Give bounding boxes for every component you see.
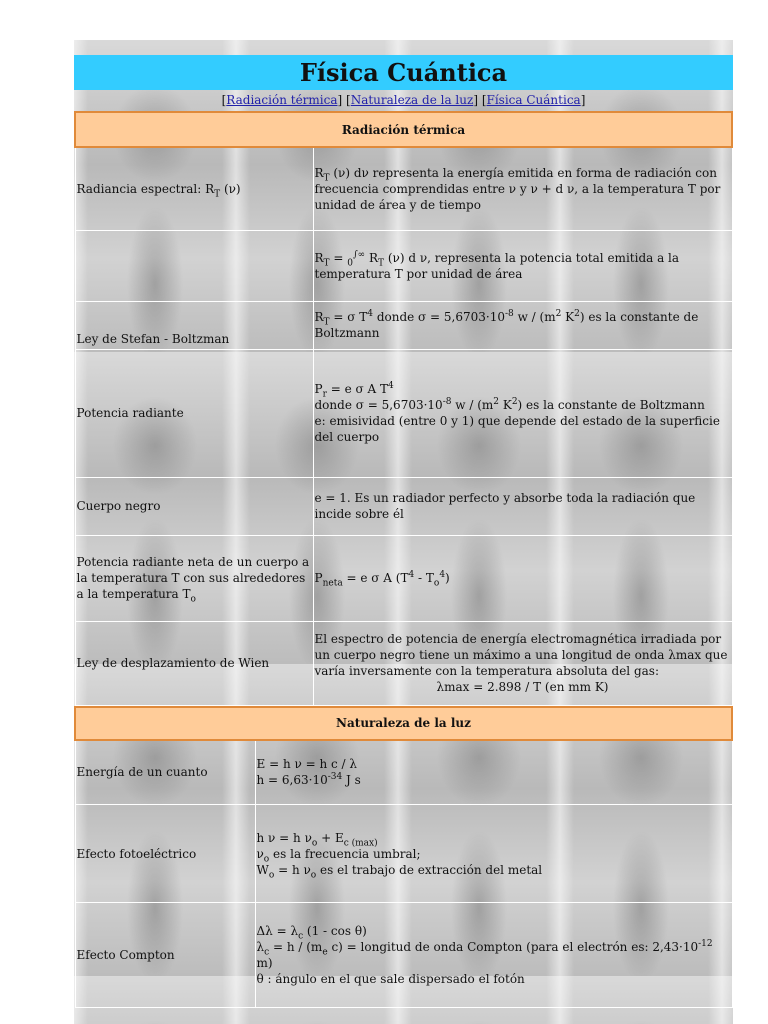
row-value: $R_T = \sigma$ $T^4$ donde $\sigma = 5,6703\cdot 10^{-8}$ w / ($m^2$ $K^2$) es la constante de Boltzmann [313,301,732,349]
row-label: Ley de Stefan - Boltzman [75,301,313,349]
row-label [75,230,313,301]
wien-formula: λmax = 2.898 / T (en mm K) [436,680,609,694]
section-nav: [Radiación térmica] [Naturaleza de la luz] [Física Cuántica] [221,93,586,107]
table-row [75,230,732,301]
table-row [75,349,732,477]
table-row [75,147,732,230]
table-radiacion-termica [74,111,733,706]
table-row [75,740,732,805]
row-value: $P_r = e$ σ A $T^4$ donde $\sigma = 5,6703\cdot 10^{-8}$ w / ($m^2$ $K^2$) es la constante de Boltzmann e: emisividad (entre 0 y 1) que depende del estado de la superficie del cuerpo [313,349,732,477]
row-value: El espectro de potencia de energía electromagnética irradiada por un cuerpo negro tiene un máximo a una longitud de onda λmax que varía inversamente con la temperatura absoluta del gas: λmax = 2.898 / T (en mm K) [313,621,732,705]
row-label: Radiancia espectral: $R_T$ (ν) [75,147,313,230]
table-row [75,805,732,903]
nav-link-fisica-cuantica[interactable]: Física Cuántica [486,93,581,107]
nav-link-radiacion[interactable]: Radiación térmica [226,93,338,107]
row-label: Efecto fotoeléctrico [75,805,255,903]
row-label: Energía de un cuanto [75,740,255,805]
row-label: Potencia radiante [75,349,313,477]
table-row [75,477,732,535]
row-value: $R_T = _0^{\int\infty}$ $R_T$ (ν) d ν, representa la potencia total emitida a la temperatura T por unidad de área [313,230,732,301]
row-label: Potencia radiante neta de un cuerpo a la temperatura T con sus alrededores a la temperatura $T_o$ [75,535,313,621]
page-background [74,40,733,1024]
row-value: $P_{neta} = e$ σ A $(T^4 - T_o^4)$ [313,535,732,621]
row-value: $R_T$ (ν) dν representa la energía emitida en forma de radiación con frecuencia comprendidas entre ν y ν + d ν, a la temperatura T por unidad de área y de tiempo [313,147,732,230]
section-header-radiacion: Radiación térmica [75,112,732,147]
nav-link-naturaleza-luz[interactable]: Naturaleza de la luz [350,93,474,107]
table-row [75,903,732,1008]
table-naturaleza-luz [74,706,733,1009]
row-label: Ley de desplazamiento de Wien [75,621,313,705]
page-title: Física Cuántica [74,55,733,90]
table-row [75,535,732,621]
row-label: Efecto Compton [75,903,255,1008]
row-value: e = 1. Es un radiador perfecto y absorbe toda la radiación que incide sobre él [313,477,732,535]
section-header-naturaleza-luz: Naturaleza de la luz [75,707,732,740]
row-value: h ν = h $\nu_o + E_{c (max)}$ $\nu_o$ es la frecuencia umbral; $W_o = h$ $\nu_o$ es el trabajo de extracción del metal [255,805,732,903]
row-label: Cuerpo negro [75,477,313,535]
row-value: E = h ν = h c / λ $h = 6,63\cdot 10^{-34}$ J s [255,740,732,805]
row-value: $\Delta\lambda = \lambda_c$ (1 - cos θ) $\lambda_c = h / (m_e$ c) = longitud de onda Compton (para el electrón es: $2,43\cdot 10^{-12}$ m) θ : ángulo en el que sale dispersado el fotón [255,903,732,1008]
table-row [75,621,732,705]
content [74,111,733,1008]
table-row [75,301,732,349]
